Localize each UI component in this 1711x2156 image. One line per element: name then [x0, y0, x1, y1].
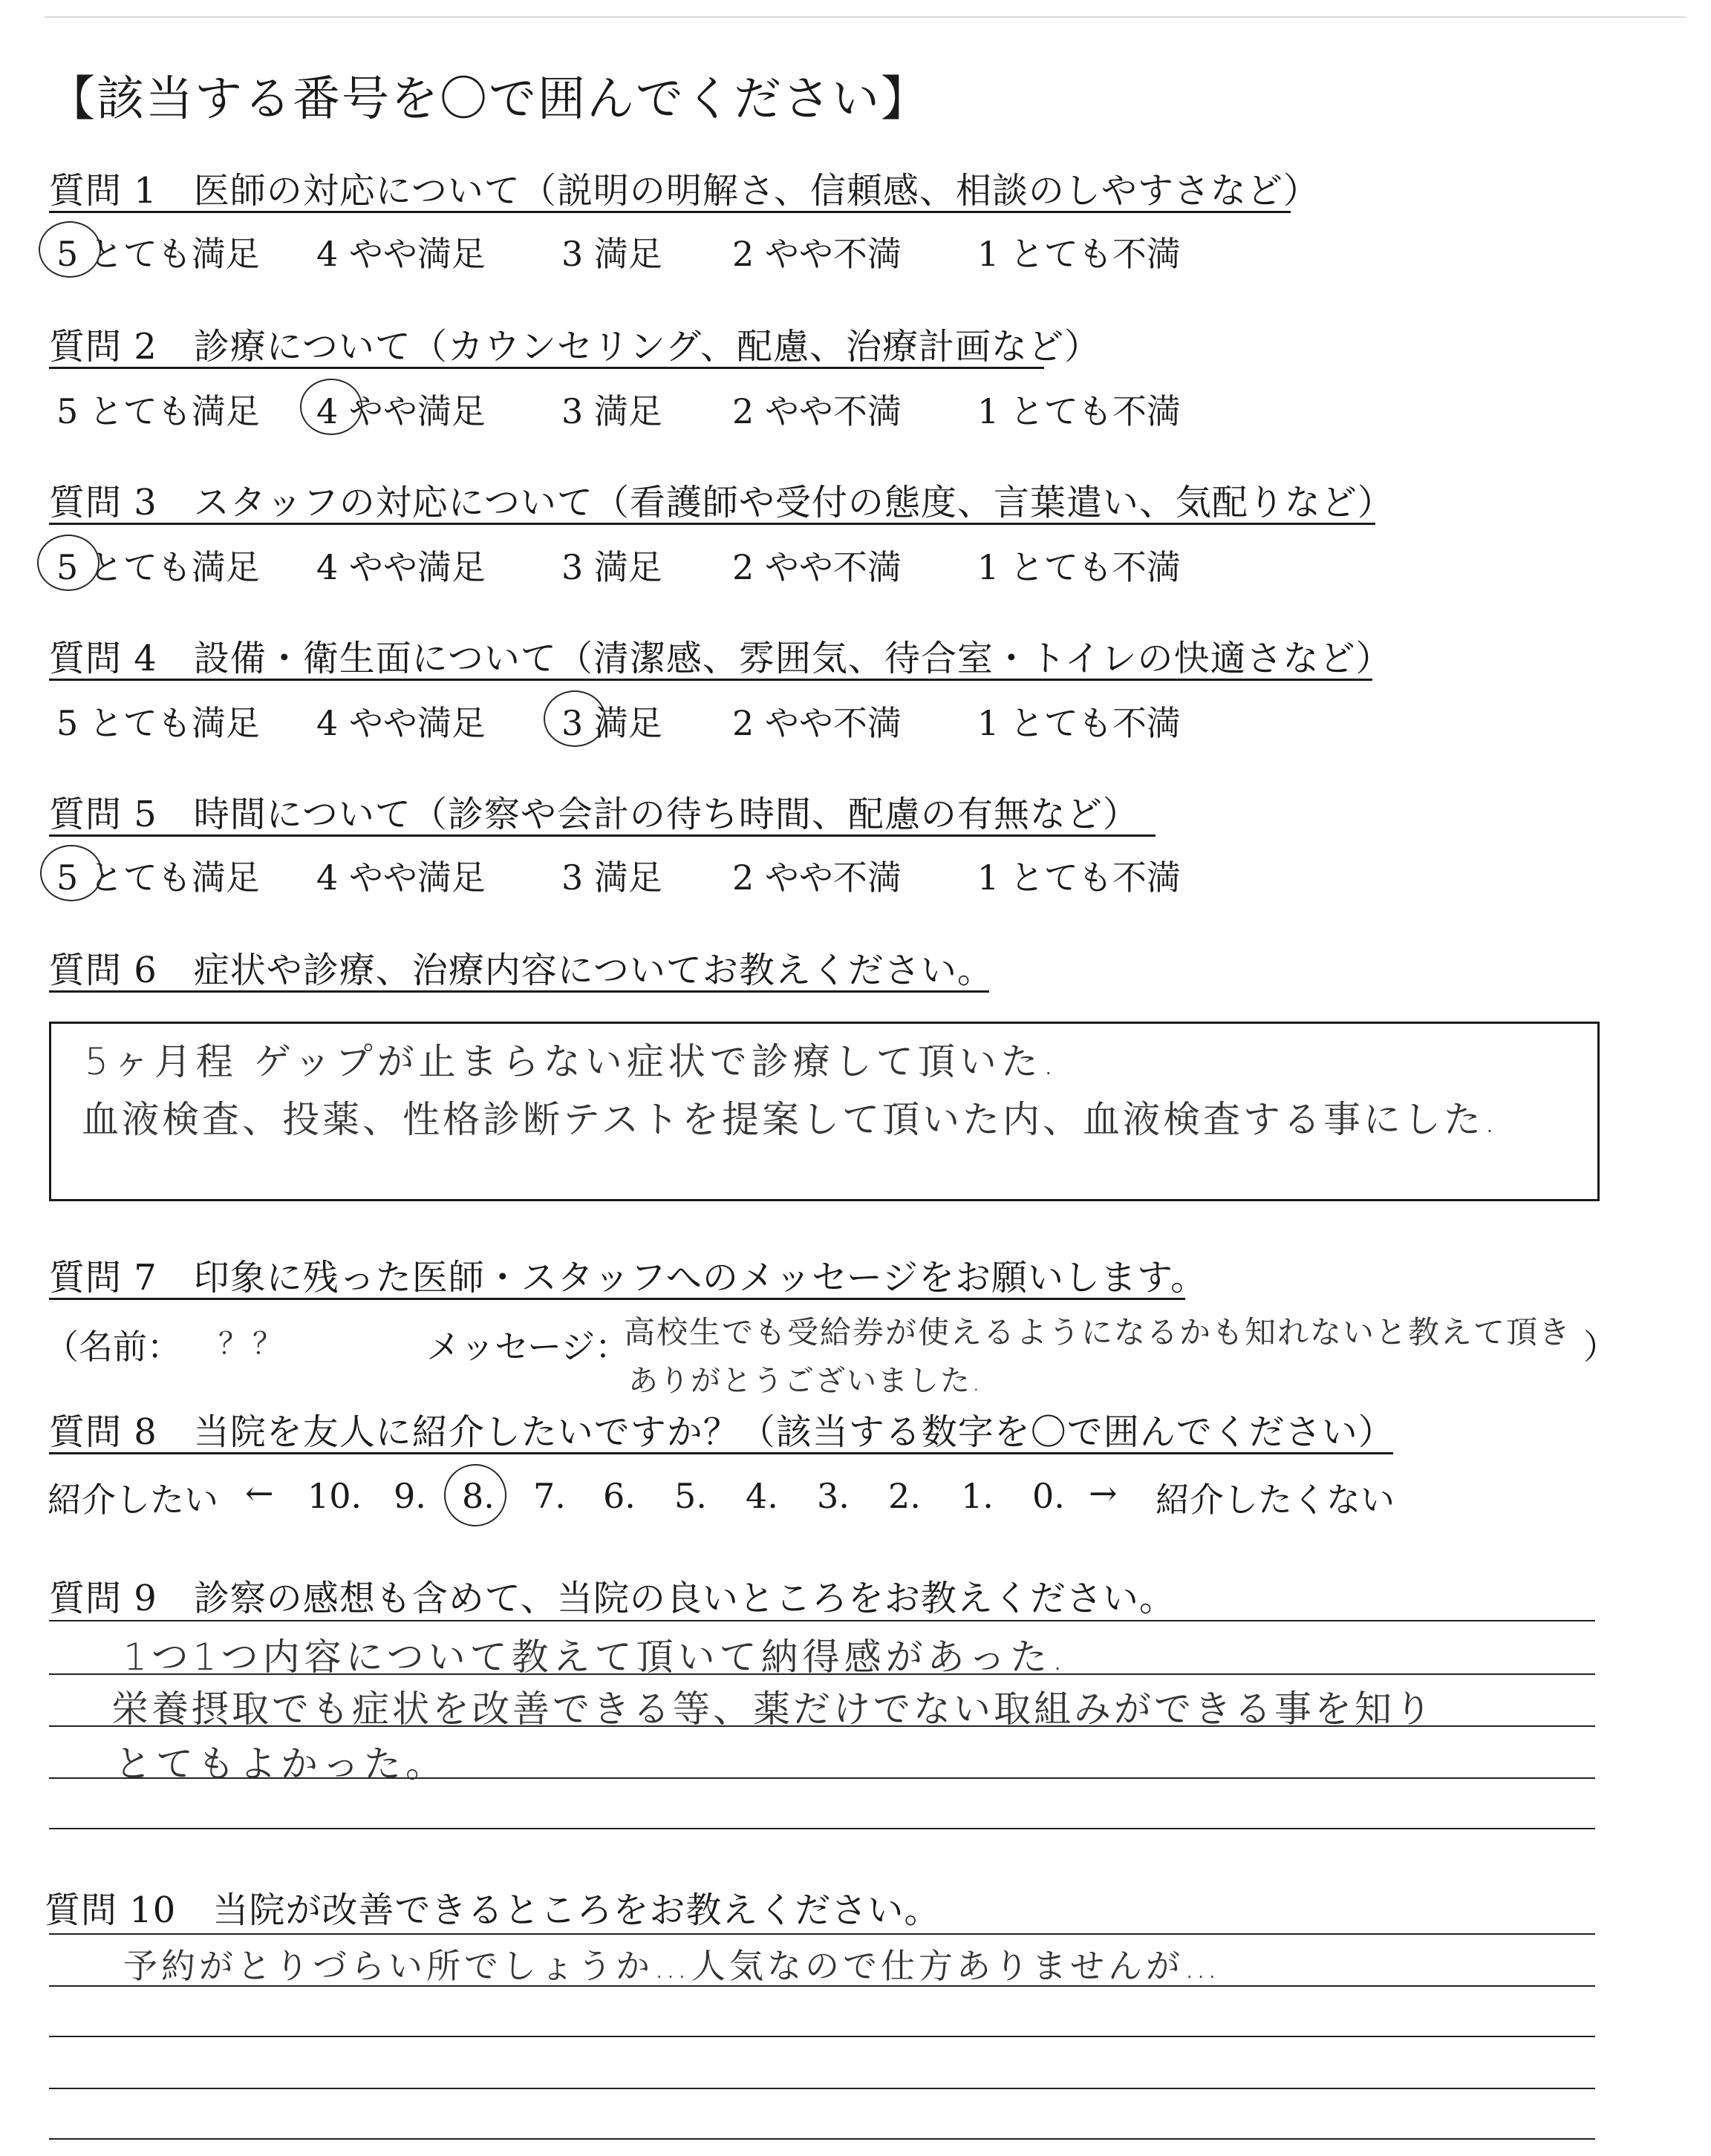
q1-option-1[interactable]: 1 とても不満 [977, 234, 1181, 274]
q1-underline [49, 211, 1291, 213]
q2-option-3[interactable]: 3 満足 [561, 391, 662, 431]
q9-answer-line3: とてもよかった。 [114, 1742, 447, 1786]
q7-close-paren: ） [1583, 1327, 1617, 1367]
q8-scale-1[interactable]: 1. [961, 1476, 994, 1516]
q7-message-label: メッセージ： [426, 1327, 630, 1367]
q5-option-3[interactable]: 3 満足 [561, 858, 662, 898]
q8-scale-5[interactable]: 5. [674, 1476, 707, 1516]
q6-underline [49, 990, 989, 993]
q3-option-1[interactable]: 1 とても不満 [977, 547, 1181, 587]
form-heading: 【該当する番号を〇で囲んでください】 [48, 72, 930, 127]
q8-left-label: 紹介したい [48, 1480, 218, 1520]
q8-scale-2[interactable]: 2. [888, 1476, 921, 1516]
q10-rule-1 [49, 1933, 1595, 1935]
q7-name-label: （名前： [45, 1327, 181, 1367]
q3-option-3[interactable]: 3 満足 [561, 547, 662, 587]
q2-option-4[interactable]: 4 やや満足 [316, 391, 486, 431]
q4-title: 質問 4 設備・衛生面について（清潔感、雰囲気、待合室・トイレの快適さなど） [49, 638, 1392, 679]
q3-option-2[interactable]: 2 やや不満 [732, 547, 902, 587]
q2-title: 質問 2 診療について（カウンセリング、配慮、治療計画など） [49, 326, 1101, 368]
q5-option-1[interactable]: 1 とても不満 [977, 858, 1181, 898]
q5-title: 質問 5 時間について（診察や会計の待ち時間、配慮の有無など） [49, 794, 1139, 835]
q5-underline [49, 834, 1156, 837]
q3-underline [49, 523, 1375, 525]
q9-answer-line1: 1つ1つ内容について教えて頂いて納得感があった. [123, 1636, 1069, 1679]
q5-option-4[interactable]: 4 やや満足 [316, 858, 486, 898]
q6-answer-line1: 5ヶ月程 ゲップが止まらない症状で診療して頂いた. [85, 1040, 1059, 1083]
q3-option-4[interactable]: 4 やや満足 [316, 547, 486, 587]
q4-selection-circle [544, 690, 606, 747]
q1-title: 質問 1 医師の対応について（説明の明解さ、信頼感、相談のしやすさなど） [49, 170, 1320, 212]
q1-option-4[interactable]: 4 やや満足 [316, 234, 486, 274]
q8-scale-3[interactable]: 3. [817, 1476, 850, 1516]
q2-option-2[interactable]: 2 やや不満 [732, 391, 902, 431]
q2-option-5[interactable]: 5 とても満足 [56, 391, 260, 431]
q7-title: 質問 7 印象に残った医師・スタッフへのメッセージをお願いします。 [49, 1257, 1208, 1298]
q8-scale-0[interactable]: 0. [1032, 1476, 1065, 1516]
q9-answer-line2: 栄養摂取でも症状を改善できる等、薬だけでない取組みができる事を知り [111, 1688, 1435, 1731]
q6-answer-line2: 血液検査、投薬、性格診断テストを提案して頂いた内、血液検査する事にした. [82, 1098, 1499, 1141]
q2-option-1[interactable]: 1 とても不満 [977, 391, 1181, 431]
q4-underline [49, 679, 1372, 681]
q6-title: 質問 6 症状や診療、治療内容についてお教えください。 [49, 950, 994, 991]
q7-message-line1: 高校生でも受給券が使えるようになるかも知れないと教えて頂き [624, 1314, 1572, 1350]
q3-title: 質問 3 スタッフの対応について（看護師や受付の態度、言葉遣い、気配りなど） [49, 482, 1394, 523]
q8-selection-circle [444, 1464, 506, 1526]
q4-option-1[interactable]: 1 とても不満 [977, 703, 1181, 743]
q9-rule-5 [49, 1828, 1595, 1829]
q10-rule-3 [49, 2036, 1595, 2037]
q8-scale-10[interactable]: 10. [307, 1476, 362, 1516]
q8-scale-9[interactable]: 9. [394, 1476, 426, 1516]
q8-scale-7[interactable]: 7. [533, 1476, 566, 1516]
q1-selection-circle [39, 221, 101, 278]
q8-right-label: 紹介したくない [1156, 1480, 1395, 1520]
q9-rule-1 [49, 1620, 1595, 1621]
q3-selection-circle [37, 535, 100, 591]
q2-selection-circle [300, 379, 362, 435]
q8-title: 質問 8 当院を友人に紹介したいですか？（該当する数字を〇で囲んでください） [49, 1411, 1395, 1453]
q4-option-5[interactable]: 5 とても満足 [56, 703, 260, 743]
q4-option-2[interactable]: 2 やや不満 [732, 703, 902, 743]
q8-scale-4[interactable]: 4. [746, 1476, 778, 1516]
top-edge-line [45, 16, 1686, 18]
q5-option-2[interactable]: 2 やや不満 [732, 858, 902, 898]
q7-name-value: ？？ [218, 1327, 287, 1361]
q8-scale-8[interactable]: 8. [462, 1476, 495, 1516]
q7-message-line2: ありがとうございました. [628, 1364, 982, 1398]
q5-option-5[interactable]: 5 とても満足 [56, 858, 260, 898]
q10-rule-5 [49, 2138, 1595, 2140]
q1-option-3[interactable]: 3 満足 [561, 234, 662, 274]
q10-rule-4 [49, 2088, 1595, 2089]
q1-option-2[interactable]: 2 やや不満 [732, 234, 902, 274]
q4-option-3[interactable]: 3 満足 [561, 703, 662, 743]
q3-option-5[interactable]: 5 とても満足 [56, 547, 260, 587]
q10-answer-line1: 予約がとりづらい所でしょうか…人気なので仕方ありませんが… [123, 1946, 1222, 1986]
q1-option-5[interactable]: 5 とても満足 [56, 234, 260, 274]
q5-selection-circle [40, 845, 102, 901]
q8-arrow-left: ← [245, 1473, 274, 1513]
q8-underline [49, 1452, 1393, 1454]
q10-title: 質問 10 当院が改善できるところをお教えください。 [45, 1889, 941, 1931]
q7-underline [49, 1298, 1185, 1300]
q8-scale-6[interactable]: 6. [603, 1476, 636, 1516]
q2-underline [49, 367, 1044, 369]
q8-arrow-right: → [1089, 1473, 1118, 1513]
q4-option-4[interactable]: 4 やや満足 [316, 703, 486, 743]
q9-title: 質問 9 診察の感想も含めて、当院の良いところをお教えください。 [49, 1578, 1176, 1619]
